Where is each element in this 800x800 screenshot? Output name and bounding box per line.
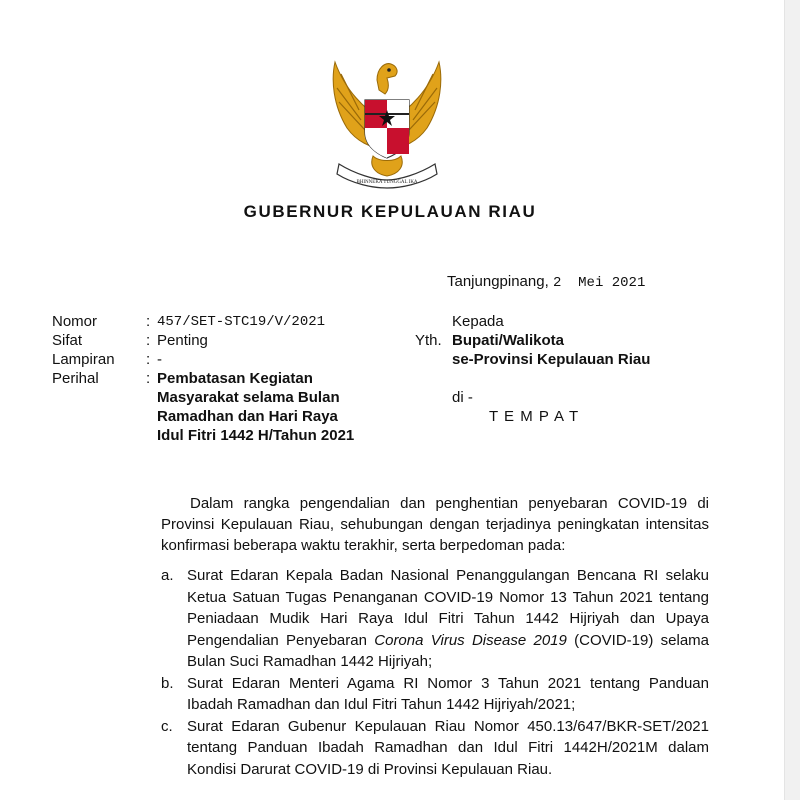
- list-marker: c.: [161, 717, 173, 735]
- perihal-line-4: Idul Fitri 1442 H/Tahun 2021: [157, 427, 355, 444]
- recipient-line-1: Bupati/Walikota: [452, 332, 564, 349]
- perihal-label: Perihal: [52, 370, 99, 387]
- letter-date: 2 Mei 2021: [552, 275, 646, 291]
- sifat-value: Penting: [157, 332, 208, 349]
- list-item: [161, 565, 709, 673]
- list-item-italic-text: Corona Virus Disease 2019: [374, 631, 567, 649]
- office-title: GUBERNUR KEPULAUAN RIAU: [243, 202, 537, 221]
- list-item-text: Surat Edaran Menteri Agama RI Nomor 3 Tahun 2021 tentang Panduan Ibadah Ramadhan dan Idul Fitri Tahun 1442 Hijriyah/2021;: [187, 674, 709, 713]
- garuda-pancasila-emblem: [325, 50, 449, 190]
- list-item: [161, 716, 709, 781]
- list-item-text-end: (COVID-19) selama Bulan Suci Ramadhan 1442 Hijriyah;: [187, 631, 710, 670]
- list-item-text: Surat Edaran Gubenur Kepulauan Riau Nomor 450.13/647/BKR-SET/2021 tentang Panduan Ibadah Ramadhan dan Idul Fitri 1442H/2021M dalam Kondisi Darurat COVID-19 di Provinsi Kepulauan Riau.: [187, 717, 709, 778]
- list-item-text: Surat Edaran Kepala Badan Nasional Penanggulangan Bencana RI selaku Ketua Satuan Tugas Penanganan COVID-19 Nomor 13 Tahun 2021 tentang Peniadaan Mudik Hari Raya Idul Fitri Tahun 1442 Hijriyah dan Upaya Pengendalian Penyebaran: [187, 567, 709, 649]
- list-marker: b.: [161, 674, 174, 692]
- perihal-line-2: Masyarakat selama Bulan: [157, 389, 340, 406]
- di-label: di -: [452, 389, 473, 406]
- lampiran-value: -: [157, 351, 162, 368]
- place: Tanjungpinang,: [447, 273, 549, 290]
- tempat-label: T E M P A T: [489, 408, 580, 425]
- sifat-colon: :: [146, 332, 151, 349]
- viewer-scrollbar[interactable]: [784, 0, 800, 800]
- yth-label: Yth.: [415, 332, 442, 349]
- lampiran-label: Lampiran: [52, 351, 115, 368]
- reference-list: [161, 565, 709, 780]
- nomor-label: Nomor: [52, 313, 98, 330]
- nomor-colon: :: [146, 313, 151, 330]
- emblem-motto: BHINNEKA TUNGGAL IKA: [356, 180, 418, 185]
- perihal-line-3: Ramadhan dan Hari Raya: [157, 408, 338, 425]
- lampiran-colon: :: [146, 351, 151, 368]
- intro-paragraph: Dalam rangka pengendalian dan penghentian penyebaran COVID-19 di Provinsi Kepulauan Riau, sehubungan dengan terjadinya peningkatan intensitas konfirmasi beberapa waktu terakhir, serta berpedoman pada:: [161, 495, 709, 554]
- place-date: [447, 272, 645, 293]
- perihal-colon: :: [146, 370, 151, 387]
- kepada-label: Kepada: [452, 313, 504, 330]
- perihal-line-1: Pembatasan Kegiatan: [157, 370, 313, 387]
- recipient-line-2: se-Provinsi Kepulauan Riau: [452, 351, 651, 368]
- sifat-label: Sifat: [52, 332, 83, 349]
- list-item: [161, 673, 709, 716]
- list-marker: a.: [161, 567, 174, 584]
- nomor-value: 457/SET-STC19/V/2021: [157, 314, 326, 330]
